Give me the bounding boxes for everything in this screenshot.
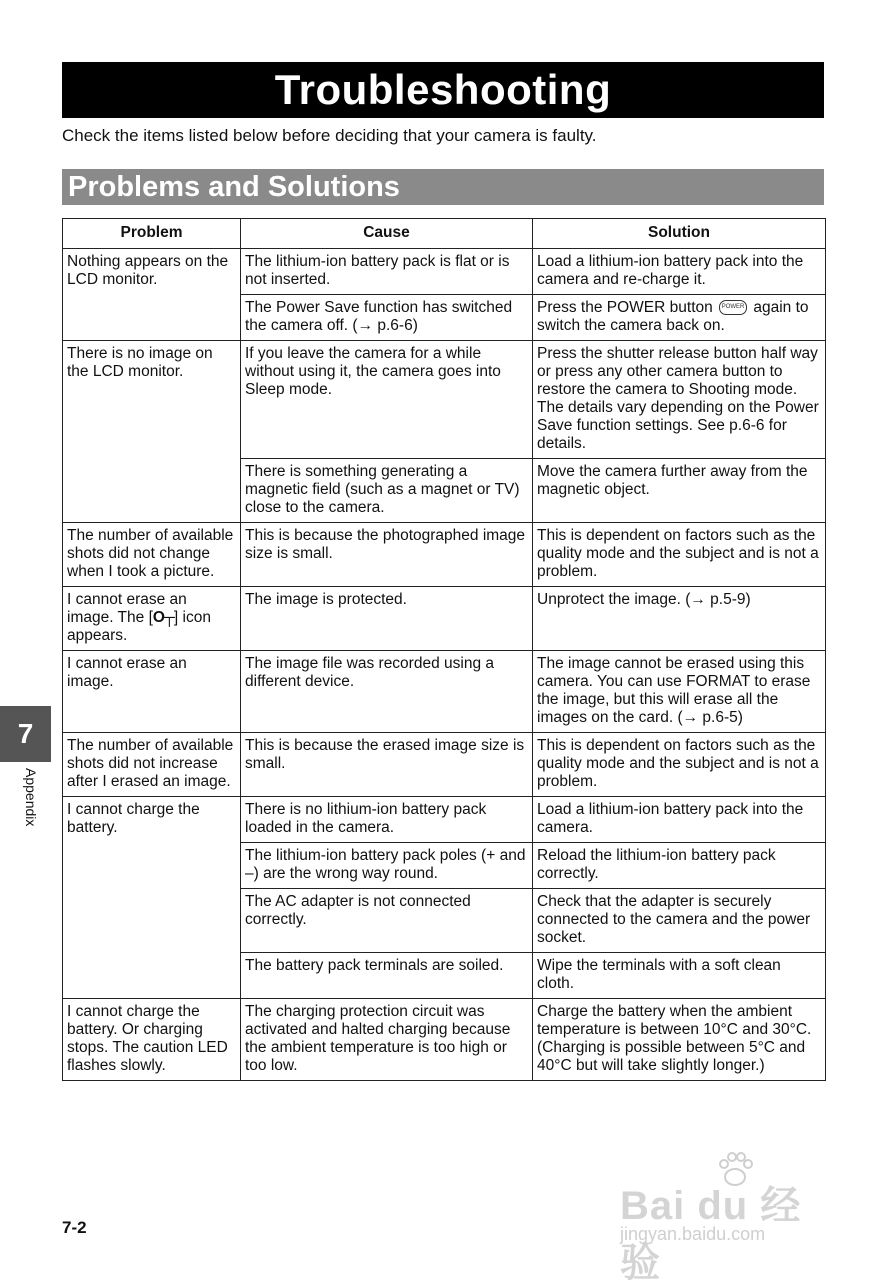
- watermark-url: jingyan.baidu.com: [620, 1224, 766, 1244]
- solution-cell: Reload the lithium-ion battery pack correctly.: [533, 843, 826, 889]
- cause-cell: The image file was recorded using a different device.: [241, 651, 533, 733]
- cause-cell: This is because the photographed image size is small.: [241, 523, 533, 587]
- table-header-row: [63, 219, 826, 249]
- header-solution: Solution: [533, 219, 826, 249]
- page-number: 7-2: [62, 1218, 87, 1237]
- section-title: Problems and Solutions: [62, 169, 824, 205]
- solution-cell: Charge the battery when the ambient temperature is between 10°C and 30°C. (Charging is possible between 5°C and 40°C but will take slightly longer.): [533, 999, 826, 1081]
- solution-cell: Wipe the terminals with a soft clean cloth.: [533, 953, 826, 999]
- table-row: [63, 999, 826, 1081]
- cause-cell: There is no lithium-ion battery pack loaded in the camera.: [241, 797, 533, 843]
- cause-cell: The lithium-ion battery pack poles (+ and –) are the wrong way round.: [241, 843, 533, 889]
- chapter-number-tab: 7: [0, 706, 51, 762]
- problem-cell: I cannot erase an image.: [63, 651, 241, 733]
- intro-text: Check the items listed below before deciding that your camera is faulty.: [62, 126, 597, 145]
- watermark: [620, 1150, 840, 1285]
- problem-cell: There is no image on the LCD monitor.: [63, 341, 241, 523]
- watermark-brand: Bai du 经验: [620, 1184, 802, 1285]
- solution-cell: This is dependent on factors such as the quality mode and the subject and is not a problem.: [533, 733, 826, 797]
- table-row: [63, 249, 826, 295]
- problem-text: ] icon appears.: [67, 609, 211, 644]
- problem-cell: Nothing appears on the LCD monitor.: [63, 249, 241, 341]
- table-row: [63, 341, 826, 459]
- problem-cell: I cannot charge the battery. Or charging stops. The caution LED flashes slowly.: [63, 999, 241, 1081]
- solution-cell: Load a lithium-ion battery pack into the camera.: [533, 797, 826, 843]
- problem-cell: The number of available shots did not increase after I erased an image.: [63, 733, 241, 797]
- solution-text: again to switch the camera back on.: [537, 299, 809, 334]
- chapter-label: Appendix: [23, 768, 39, 827]
- cause-cell: The lithium-ion battery pack is flat or is not inserted.: [241, 249, 533, 295]
- cause-cell: The AC adapter is not connected correctly.: [241, 889, 533, 953]
- problem-cell: [63, 587, 241, 651]
- table-row: [63, 797, 826, 843]
- page-title: Troubleshooting: [62, 62, 824, 118]
- cause-cell: This is because the erased image size is small.: [241, 733, 533, 797]
- problem-text: I cannot erase an image. The [: [67, 591, 187, 626]
- cause-cell: If you leave the camera for a while without using it, the camera goes into Sleep mode.: [241, 341, 533, 459]
- solution-cell: Load a lithium-ion battery pack into the camera and re-charge it.: [533, 249, 826, 295]
- power-button-icon: POWER: [719, 300, 747, 315]
- problem-cell: I cannot charge the battery.: [63, 797, 241, 999]
- solution-cell: The image cannot be erased using this camera. You can use FORMAT to erase the image, but this will erase all the images on the card. (→ p.6-5): [533, 651, 826, 733]
- solution-cell: Press the shutter release button half way or press any other camera button to restore the camera to Shooting mode. The details vary depending on the Power Save function settings. See p.6-6 for details.: [533, 341, 826, 459]
- solution-cell: This is dependent on factors such as the quality mode and the subject and is not a problem.: [533, 523, 826, 587]
- cause-cell: The charging protection circuit was activated and halted charging because the ambient temperature is too high or too low.: [241, 999, 533, 1081]
- protect-key-icon: O┬: [152, 609, 174, 626]
- cause-cell: The Power Save function has switched the camera off. (→ p.6-6): [241, 295, 533, 341]
- table-row: [63, 651, 826, 733]
- table-row: [63, 733, 826, 797]
- solution-cell: Move the camera further away from the magnetic object.: [533, 459, 826, 523]
- troubleshooting-table: [62, 218, 826, 1081]
- table-row: [63, 587, 826, 651]
- problem-cell: The number of available shots did not change when I took a picture.: [63, 523, 241, 587]
- header-problem: Problem: [63, 219, 241, 249]
- cause-cell: The image is protected.: [241, 587, 533, 651]
- solution-text: Press the POWER button: [537, 299, 713, 316]
- cause-cell: The battery pack terminals are soiled.: [241, 953, 533, 999]
- solution-cell: [533, 295, 826, 341]
- cause-cell: There is something generating a magnetic field (such as a magnet or TV) close to the camera.: [241, 459, 533, 523]
- table-row: [63, 523, 826, 587]
- solution-cell: Unprotect the image. (→ p.5-9): [533, 587, 826, 651]
- solution-cell: Check that the adapter is securely connected to the camera and the power socket.: [533, 889, 826, 953]
- header-cause: Cause: [241, 219, 533, 249]
